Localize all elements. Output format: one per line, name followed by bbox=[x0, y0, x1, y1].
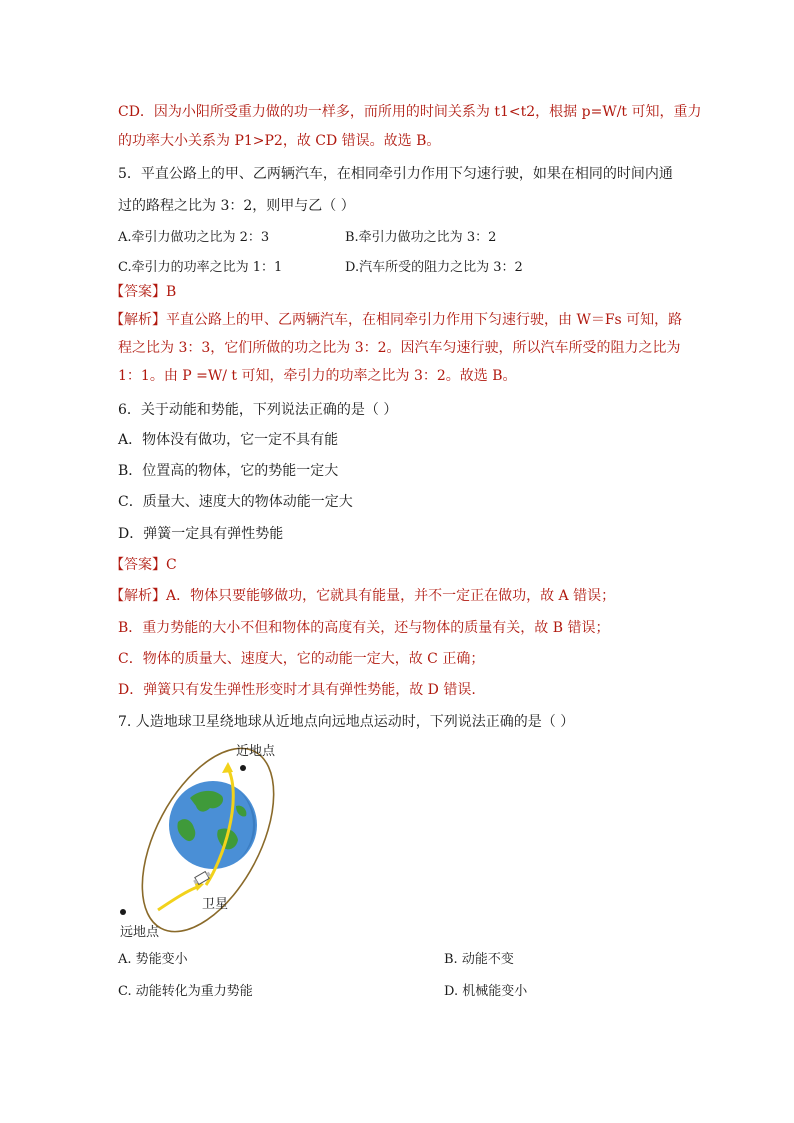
q6-option-c: C．质量大、速度大的物体动能一定大 bbox=[118, 494, 353, 510]
q6-analysis-line4: D．弹簧只有发生弹性形变时才具有弹性势能，故 D 错误. bbox=[118, 682, 476, 698]
label-satellite: 卫星 bbox=[202, 897, 229, 912]
analysis-text: 平直公路上的甲、乙两辆汽车，在相同牵引力作用下匀速行驶，由 W＝Fs 可知，路 bbox=[166, 312, 683, 328]
answer-value: B bbox=[166, 284, 177, 300]
q6-option-b: B．位置高的物体，它的势能一定大 bbox=[118, 463, 339, 479]
analysis-text: A．物体只要能够做功，它就具有能量，并不一定正在做功，故 A 错误； bbox=[166, 588, 616, 604]
satellite-orbit-figure bbox=[118, 740, 298, 940]
q6-analysis-line1 bbox=[110, 586, 615, 606]
motion-arrow-head bbox=[222, 762, 233, 773]
q7-option-b: B. 动能不变 bbox=[444, 952, 514, 967]
q6-option-a: A．物体没有做功，它一定不具有能 bbox=[118, 432, 339, 448]
q7-stem: 7. 人造地球卫星绕地球从近地点向远地点运动时，下列说法正确的是（ ） bbox=[118, 714, 575, 730]
q6-option-d: D．弹簧一定具有弹性势能 bbox=[118, 526, 284, 542]
q5-option-a: A.牵引力做功之比为 2：3 bbox=[118, 230, 270, 245]
label-perigee: 近地点 bbox=[236, 744, 276, 759]
q6-answer bbox=[110, 555, 177, 575]
answer-tag: 【答案】 bbox=[110, 284, 166, 300]
q6-analysis-line3: C．物体的质量大、速度大，它的动能一定大，故 C 正确； bbox=[118, 651, 485, 667]
q5-option-c: C.牵引力的功率之比为 1：1 bbox=[118, 260, 283, 275]
motion-arrow-tail bbox=[158, 886, 200, 910]
q7-option-c: C. 动能转化为重力势能 bbox=[118, 984, 253, 999]
apogee-point bbox=[120, 909, 126, 915]
perigee-point bbox=[240, 765, 246, 771]
q7-option-d: D. 机械能变小 bbox=[444, 984, 528, 999]
q5-analysis-line2: 程之比为 3：3，它们所做的功之比为 3：2。因汽车匀速行驶，所以汽车所受的阻力之比为 bbox=[118, 340, 681, 356]
q5-analysis-line1 bbox=[110, 310, 682, 330]
answer-value: C bbox=[166, 557, 177, 573]
q6-stem: 6．关于动能和势能，下列说法正确的是（ ） bbox=[118, 402, 398, 418]
label-apogee: 远地点 bbox=[120, 925, 160, 940]
q4-analysis-line1: CD．因为小阳所受重力做的功一样多，而所用的时间关系为 t1<t2，根据 p=W/t 可知，重力 bbox=[118, 104, 702, 120]
analysis-tag: 【解析】 bbox=[110, 588, 166, 604]
q5-stem-line1: 5．平直公路上的甲、乙两辆汽车，在相同牵引力作用下匀速行驶，如果在相同的时间内通 bbox=[118, 166, 673, 182]
q5-option-b: B.牵引力做功之比为 3：2 bbox=[345, 230, 497, 245]
q5-option-d: D.汽车所受的阻力之比为 3：2 bbox=[345, 260, 523, 275]
q5-answer bbox=[110, 282, 176, 302]
answer-tag: 【答案】 bbox=[110, 557, 166, 573]
analysis-tag: 【解析】 bbox=[110, 312, 166, 328]
q6-analysis-line2: B．重力势能的大小不但和物体的高度有关，还与物体的质量有关，故 B 错误； bbox=[118, 620, 610, 636]
q5-stem-line2: 过的路程之比为 3：2，则甲与乙（ ） bbox=[118, 198, 355, 214]
q7-option-a: A. 势能变小 bbox=[118, 952, 188, 967]
q4-analysis-line2: 的功率大小关系为 P1>P2，故 CD 错误。故选 B。 bbox=[118, 133, 441, 149]
q5-analysis-line3: 1：1。由 P =W/ t 可知，牵引力的功率之比为 3：2。故选 B。 bbox=[118, 368, 517, 384]
